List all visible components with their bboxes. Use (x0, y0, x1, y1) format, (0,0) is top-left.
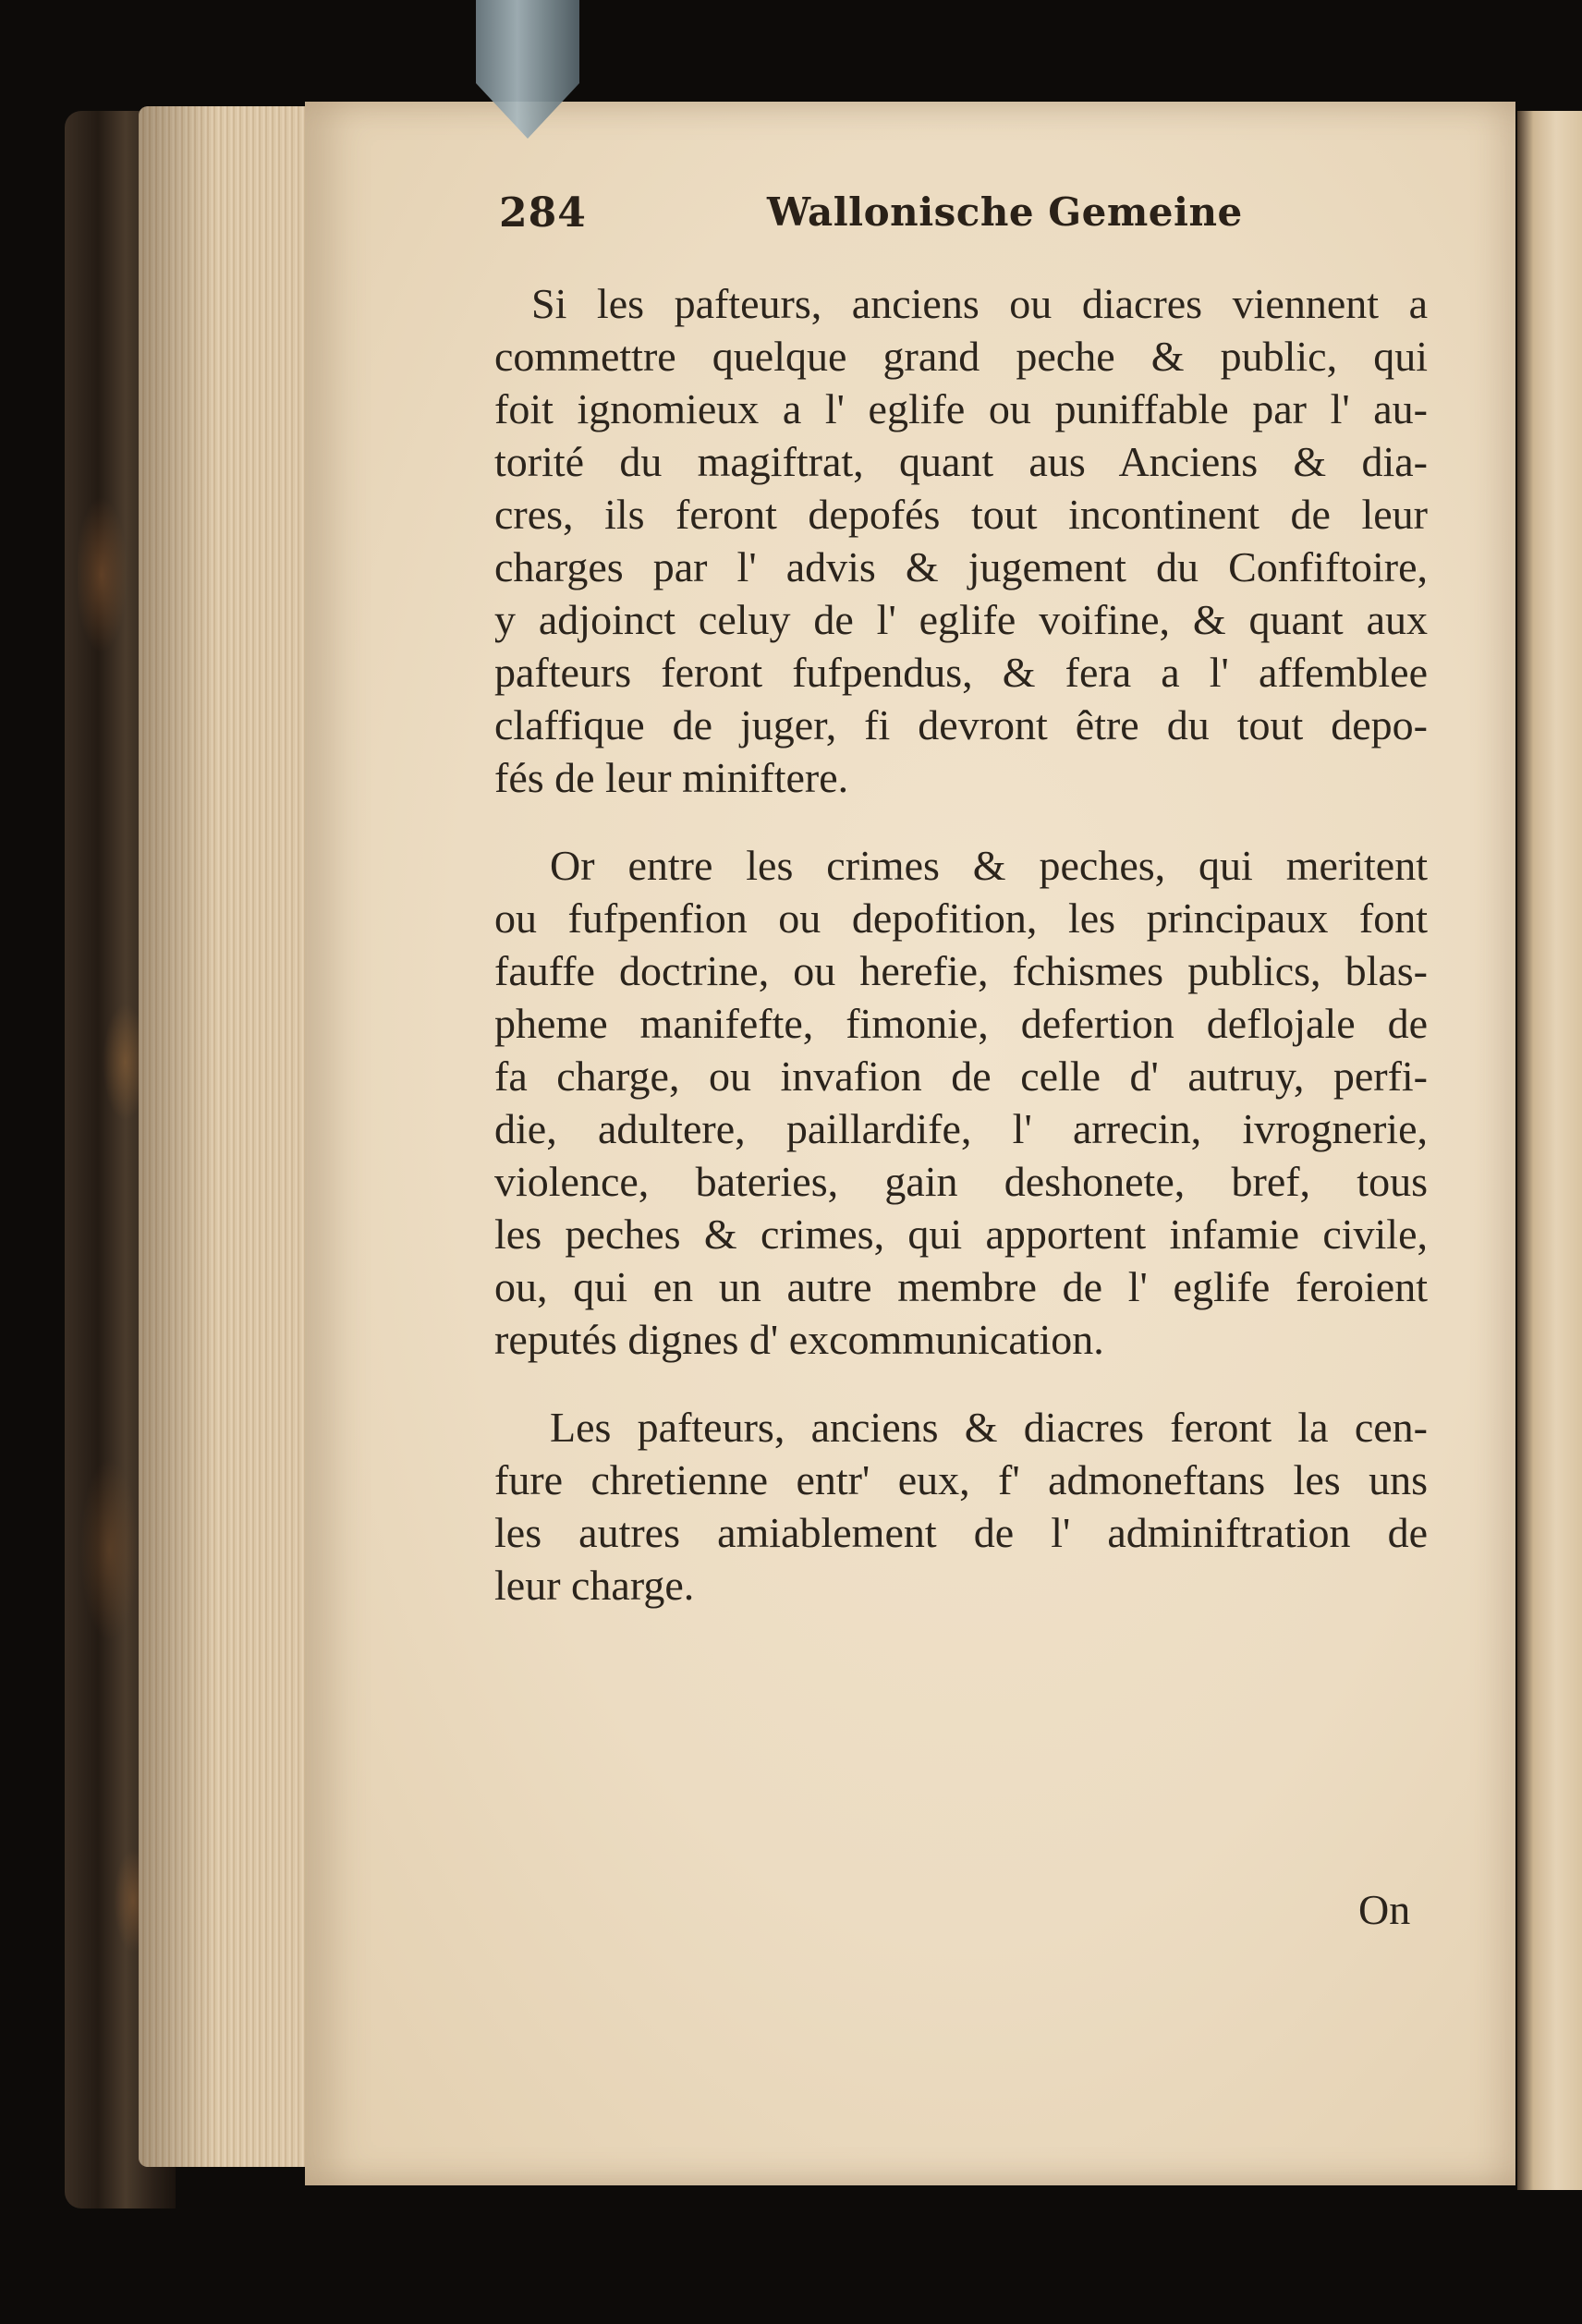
text-line: torité du magiftrat, quant aus Anciens & dia- (494, 438, 1428, 485)
paragraph-gap (494, 1366, 1428, 1401)
text-line: commettre quelque grand peche & public, qui (494, 333, 1428, 380)
facing-page-edge (1517, 111, 1582, 2190)
text-line: reputés dignes d' excommunication. (494, 1316, 1104, 1363)
page-header (499, 189, 1432, 254)
page-number: 284 (499, 189, 587, 237)
text-line: fa charge, ou invafion de celle d' autruy, perfi- (494, 1052, 1428, 1100)
text-line: Les pafteurs, anciens & diacres feront la cen- (550, 1404, 1428, 1451)
text-line: pafteurs feront fufpendus, & fera a l' affemblee (494, 649, 1428, 696)
paragraph-2 (494, 839, 1428, 1366)
text-line: claffique de juger, fi devront être du tout depo- (494, 701, 1428, 748)
paragraph-3 (494, 1401, 1428, 1612)
catchword: On (1358, 1886, 1411, 1933)
text-line: Si les pafteurs, anciens ou diacres viennent a (531, 280, 1428, 327)
running-head: Wallonische Gemeine (767, 189, 1243, 235)
text-line: fés de leur miniftere. (494, 754, 849, 801)
page-body (494, 277, 1428, 1612)
text-line: leur charge. (494, 1562, 695, 1609)
text-line: les autres amiablement de l' adminiftration de (494, 1509, 1428, 1556)
paragraph-gap (494, 804, 1428, 839)
text-line: pheme manifefte, fimonie, defertion deflojale de (494, 1000, 1428, 1047)
text-line: fauffe doctrine, ou herefie, fchismes publics, blas- (494, 947, 1428, 994)
text-line: cres, ils feront depofés tout incontinent de leur (494, 491, 1428, 538)
text-line: die, adultere, paillardife, l' arrecin, ivrognerie, (494, 1105, 1428, 1152)
text-line: ou fufpenfion ou depofition, les principaux font (494, 894, 1428, 942)
stacked-page-edges (139, 106, 333, 2167)
text-line: y adjoinct celuy de l' eglife voifine, & quant aux (494, 596, 1428, 643)
paragraph-1 (494, 277, 1428, 804)
text-line: ou, qui en un autre membre de l' eglife feroient (494, 1263, 1428, 1310)
text-line: violence, bateries, gain deshonete, bref, tous (494, 1158, 1428, 1205)
text-line: Or entre les crimes & peches, qui meritent (550, 842, 1428, 889)
text-line: foit ignomieux a l' eglife ou puniffable par l' au- (494, 385, 1428, 432)
text-line: fure chretienne entr' eux, f' admoneftans les uns (494, 1456, 1428, 1503)
text-line: les peches & crimes, qui apportent infamie civile, (494, 1211, 1428, 1258)
text-line: charges par l' advis & jugement du Confiftoire, (494, 543, 1428, 590)
